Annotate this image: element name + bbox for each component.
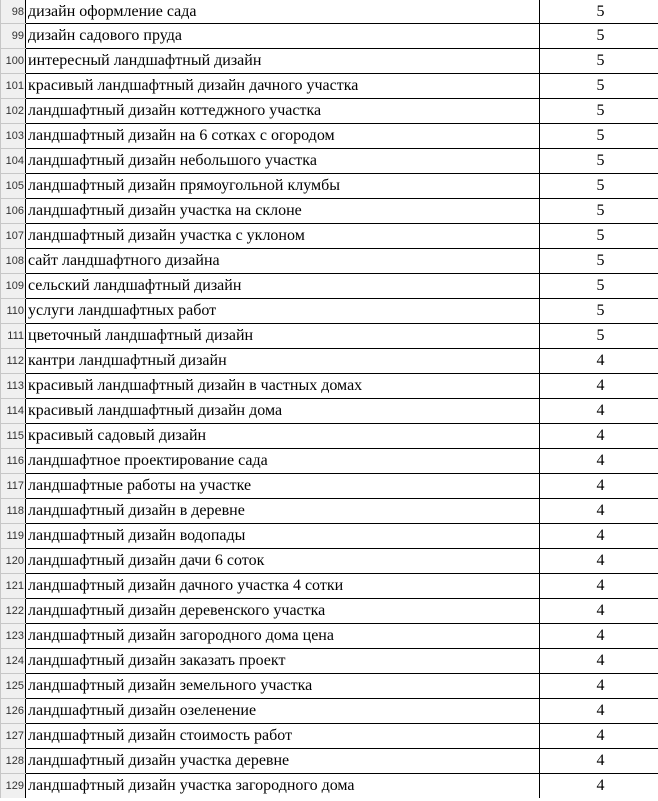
- keyword-cell[interactable]: ландшафтный дизайн участка с уклоном: [26, 224, 540, 249]
- table-row: [1, 499, 658, 524]
- keyword-cell[interactable]: красивый садовый дизайн: [26, 424, 540, 449]
- keyword-cell[interactable]: ландшафтный дизайн загородного дома цена: [26, 624, 540, 649]
- value-cell[interactable]: 5: [540, 0, 658, 24]
- table-row: [1, 424, 658, 449]
- keyword-cell[interactable]: ландшафтный дизайн участка на склоне: [26, 199, 540, 224]
- table-row: [1, 549, 658, 574]
- keyword-cell[interactable]: дизайн садового пруда: [26, 24, 540, 49]
- row-header[interactable]: 111: [1, 324, 26, 349]
- keyword-cell[interactable]: ландшафтный дизайн дачи 6 соток: [26, 549, 540, 574]
- value-cell[interactable]: 4: [540, 349, 658, 374]
- row-header[interactable]: 125: [1, 674, 26, 699]
- keyword-cell[interactable]: ландшафтный дизайн земельного участка: [26, 674, 540, 699]
- row-header[interactable]: 101: [1, 74, 26, 99]
- keyword-cell[interactable]: ландшафтный дизайн стоимость работ: [26, 724, 540, 749]
- value-cell[interactable]: 4: [540, 599, 658, 624]
- row-header[interactable]: 119: [1, 524, 26, 549]
- table-row: [1, 349, 658, 374]
- row-header[interactable]: 114: [1, 399, 26, 424]
- row-header[interactable]: 104: [1, 149, 26, 174]
- table-row: [1, 674, 658, 699]
- keyword-cell[interactable]: ландшафтное проектирование сада: [26, 449, 540, 474]
- table-row: [1, 449, 658, 474]
- keyword-cell[interactable]: кантри ландшафтный дизайн: [26, 349, 540, 374]
- table-row: [1, 199, 658, 224]
- value-cell[interactable]: 4: [540, 449, 658, 474]
- row-header[interactable]: 117: [1, 474, 26, 499]
- row-header[interactable]: 108: [1, 249, 26, 274]
- row-header[interactable]: 109: [1, 274, 26, 299]
- keyword-cell[interactable]: цветочный ландшафтный дизайн: [26, 324, 540, 349]
- keyword-cell[interactable]: сайт ландшафтного дизайна: [26, 249, 540, 274]
- keyword-cell[interactable]: красивый ландшафтный дизайн дачного участка: [26, 74, 540, 99]
- table-row: [1, 399, 658, 424]
- row-header[interactable]: 107: [1, 224, 26, 249]
- keyword-cell[interactable]: ландшафтный дизайн участка загородного дома: [26, 774, 540, 799]
- keyword-cell[interactable]: ландшафтный дизайн на 6 сотках с огородом: [26, 124, 540, 149]
- row-header[interactable]: 124: [1, 649, 26, 674]
- table-row: [1, 749, 658, 774]
- value-cell[interactable]: 4: [540, 699, 658, 724]
- value-cell[interactable]: 5: [540, 174, 658, 199]
- value-cell[interactable]: 4: [540, 674, 658, 699]
- row-header[interactable]: 120: [1, 549, 26, 574]
- value-cell[interactable]: 5: [540, 99, 658, 124]
- keyword-cell[interactable]: услуги ландшафтных работ: [26, 299, 540, 324]
- table-row: [1, 524, 658, 549]
- table-body: [1, 0, 658, 799]
- value-cell[interactable]: 4: [540, 774, 658, 799]
- row-header[interactable]: 115: [1, 424, 26, 449]
- table-row: [1, 124, 658, 149]
- table-row: [1, 649, 658, 674]
- keyword-cell[interactable]: красивый ландшафтный дизайн дома: [26, 399, 540, 424]
- value-cell[interactable]: 5: [540, 324, 658, 349]
- value-cell[interactable]: 4: [540, 549, 658, 574]
- table-row: [1, 724, 658, 749]
- row-header[interactable]: 105: [1, 174, 26, 199]
- row-header[interactable]: 98: [1, 0, 26, 24]
- value-cell[interactable]: 4: [540, 624, 658, 649]
- table-row: [1, 274, 658, 299]
- keyword-cell[interactable]: ландшафтный дизайн озеленение: [26, 699, 540, 724]
- keyword-cell[interactable]: ландшафтный дизайн водопады: [26, 524, 540, 549]
- table-row: [1, 249, 658, 274]
- keyword-cell[interactable]: ландшафтный дизайн дачного участка 4 сотки: [26, 574, 540, 599]
- row-header[interactable]: 126: [1, 699, 26, 724]
- keyword-cell[interactable]: ландшафтный дизайн деревенского участка: [26, 599, 540, 624]
- table-row: [1, 0, 658, 24]
- value-cell[interactable]: 5: [540, 274, 658, 299]
- value-cell[interactable]: 4: [540, 574, 658, 599]
- keyword-cell[interactable]: ландшафтный дизайн заказать проект: [26, 649, 540, 674]
- table-row: [1, 774, 658, 799]
- row-header[interactable]: 122: [1, 599, 26, 624]
- value-cell[interactable]: 4: [540, 424, 658, 449]
- row-header[interactable]: 118: [1, 499, 26, 524]
- row-header[interactable]: 127: [1, 724, 26, 749]
- keyword-cell[interactable]: дизайн оформление сада: [26, 0, 540, 24]
- table-row: [1, 474, 658, 499]
- value-cell[interactable]: 4: [540, 724, 658, 749]
- value-cell[interactable]: 5: [540, 24, 658, 49]
- value-cell[interactable]: 5: [540, 149, 658, 174]
- row-header[interactable]: 129: [1, 774, 26, 799]
- value-cell[interactable]: 4: [540, 374, 658, 399]
- row-header[interactable]: 99: [1, 24, 26, 49]
- value-cell[interactable]: 5: [540, 224, 658, 249]
- value-cell[interactable]: 4: [540, 524, 658, 549]
- table-row: [1, 599, 658, 624]
- row-header[interactable]: 113: [1, 374, 26, 399]
- value-cell[interactable]: 4: [540, 474, 658, 499]
- keyword-cell[interactable]: интересный ландшафтный дизайн: [26, 49, 540, 74]
- keyword-cell[interactable]: ландшафтные работы на участке: [26, 474, 540, 499]
- row-header[interactable]: 128: [1, 749, 26, 774]
- table-row: [1, 99, 658, 124]
- value-cell[interactable]: 5: [540, 124, 658, 149]
- value-cell[interactable]: 4: [540, 749, 658, 774]
- value-cell[interactable]: 5: [540, 299, 658, 324]
- row-header[interactable]: 103: [1, 124, 26, 149]
- row-header[interactable]: 121: [1, 574, 26, 599]
- table-row: [1, 149, 658, 174]
- value-cell[interactable]: 4: [540, 399, 658, 424]
- row-header[interactable]: 116: [1, 449, 26, 474]
- value-cell[interactable]: 5: [540, 249, 658, 274]
- table-row: [1, 324, 658, 349]
- keyword-cell[interactable]: ландшафтный дизайн небольшого участка: [26, 149, 540, 174]
- row-header[interactable]: 112: [1, 349, 26, 374]
- table-row: [1, 224, 658, 249]
- row-header[interactable]: 100: [1, 49, 26, 74]
- value-cell[interactable]: 4: [540, 499, 658, 524]
- keyword-cell[interactable]: ландшафтный дизайн прямоугольной клумбы: [26, 174, 540, 199]
- keyword-cell[interactable]: сельский ландшафтный дизайн: [26, 274, 540, 299]
- value-cell[interactable]: 4: [540, 649, 658, 674]
- keyword-cell[interactable]: красивый ландшафтный дизайн в частных домах: [26, 374, 540, 399]
- value-cell[interactable]: 5: [540, 74, 658, 99]
- row-header[interactable]: 106: [1, 199, 26, 224]
- keyword-cell[interactable]: ландшафтный дизайн коттеджного участка: [26, 99, 540, 124]
- table-row: [1, 624, 658, 649]
- table-row: [1, 374, 658, 399]
- table-row: [1, 174, 658, 199]
- value-cell[interactable]: 5: [540, 49, 658, 74]
- row-header[interactable]: 110: [1, 299, 26, 324]
- value-cell[interactable]: 5: [540, 199, 658, 224]
- table-row: [1, 574, 658, 599]
- table-row: [1, 24, 658, 49]
- keyword-cell[interactable]: ландшафтный дизайн участка деревне: [26, 749, 540, 774]
- row-header[interactable]: 102: [1, 99, 26, 124]
- table-row: [1, 299, 658, 324]
- row-header[interactable]: 123: [1, 624, 26, 649]
- table-row: [1, 49, 658, 74]
- keyword-cell[interactable]: ландшафтный дизайн в деревне: [26, 499, 540, 524]
- table-row: [1, 74, 658, 99]
- table-row: [1, 699, 658, 724]
